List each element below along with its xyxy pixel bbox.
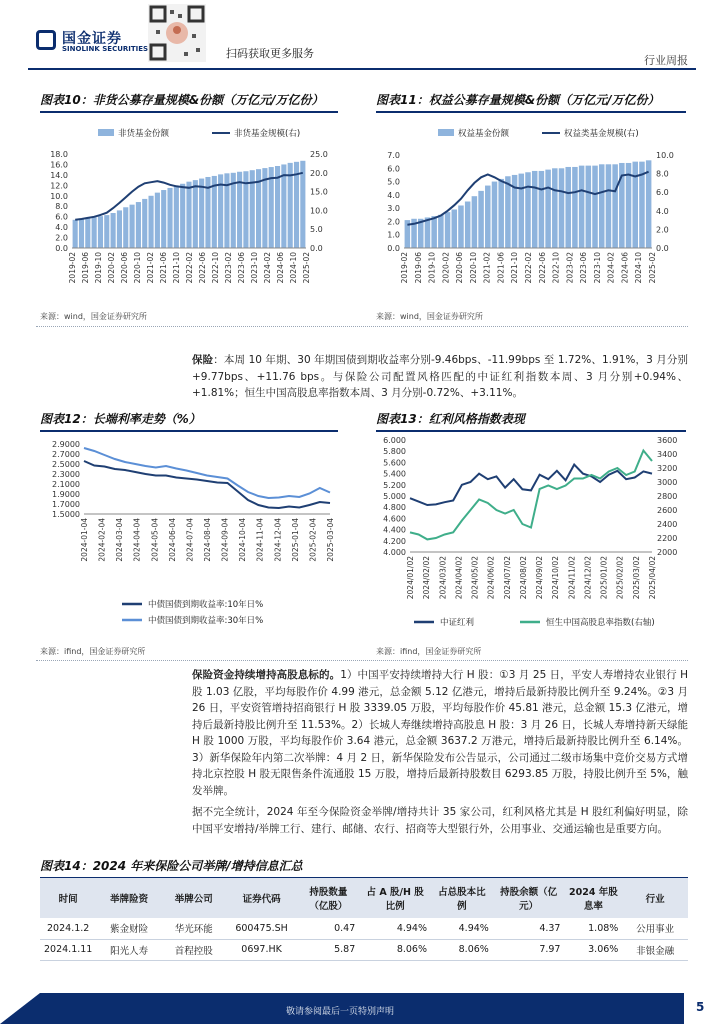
bar	[167, 188, 172, 248]
bar	[136, 202, 141, 248]
bar	[599, 164, 605, 248]
x-tick: 2025-02	[648, 252, 657, 284]
x-tick: 2023-02	[565, 252, 575, 284]
figure-10-source: 来源：wind，国金证券研究所	[40, 312, 147, 321]
x-tick: 2024/05/02	[470, 556, 480, 600]
x-tick: 2024/09/02	[535, 556, 545, 600]
y-tick-left: 2.1000	[52, 480, 80, 489]
y-tick-right: 2800	[657, 492, 678, 501]
summary-paragraph: 据不完全统计，2024 年至今保险资金举牌/增持共计 35 家公司，红利风格尤其是 H 股红利偏好明显，除中国平安增持/举牌工行、建行、邮储、农行、招商等大型银行外，公用事业、交通运输也是重要方向。	[192, 806, 688, 835]
x-tick: 2023-06	[237, 252, 246, 284]
bar	[142, 199, 147, 248]
legend-label: 非货基金份额	[118, 129, 170, 139]
bar	[186, 182, 191, 248]
table-cell: 首程控股	[162, 939, 226, 960]
y-tick-right: 2.0	[656, 225, 669, 235]
x-tick: 2025-02	[302, 252, 311, 284]
y-tick-left: 2.3000	[52, 470, 80, 479]
y-tick-left: 12.0	[50, 181, 68, 191]
table-row	[40, 939, 688, 960]
series-line	[84, 448, 330, 498]
figure-12-source: 来源：ifind，国金证券研究所	[40, 647, 146, 656]
legend-label: 恒生中国高股息率指数(右轴)	[546, 618, 655, 628]
table-header-cell: 占总股本比例	[431, 878, 493, 918]
legend-label: 非货基金规模(右)	[234, 129, 301, 139]
bar	[281, 164, 286, 248]
bar	[606, 164, 612, 248]
x-tick: 2024/04/02	[454, 556, 464, 600]
table-header-cell: 占 A 股/H 股比例	[359, 878, 431, 918]
section-divider	[36, 326, 688, 327]
x-tick: 2024/10/02	[551, 556, 561, 600]
y-tick-right: 3200	[657, 464, 678, 473]
y-tick-right: 4.0	[656, 206, 669, 216]
y-tick-left: 2.0	[55, 233, 68, 243]
x-tick: 2025/03/02	[631, 556, 641, 600]
bar	[532, 171, 538, 248]
bar	[425, 217, 431, 248]
bar	[472, 196, 478, 248]
y-tick-right: 3000	[657, 478, 678, 487]
bar	[519, 174, 525, 248]
table-cell: 华光环能	[162, 918, 226, 939]
legend-label: 中证红利	[440, 618, 475, 628]
y-tick-left: 4.600	[383, 514, 406, 524]
y-tick-left: 1.9000	[52, 490, 80, 499]
legend-label: 权益基金份额	[458, 129, 510, 139]
bar	[545, 170, 551, 248]
qr-caption: 扫码获取更多服务	[226, 47, 314, 60]
table-cell: 8.06%	[359, 939, 431, 960]
y-tick-right: 25.0	[310, 150, 328, 159]
table-header-row	[40, 878, 688, 918]
x-tick: 2024/08/02	[518, 556, 528, 600]
x-tick: 2024-10	[289, 252, 298, 284]
table-cell: 600475.SH	[226, 918, 298, 939]
x-tick: 2024/06/02	[486, 556, 496, 600]
y-tick-right: 2600	[657, 506, 678, 515]
x-tick: 2019-02	[400, 252, 409, 284]
x-tick: 2024-02-04	[97, 518, 107, 562]
table-header-cell: 行业	[622, 878, 688, 918]
x-tick: 2020-10	[133, 252, 142, 284]
y-tick-left: 4.200	[383, 536, 406, 546]
logo-subtext: SINOLINK SECURITIES	[62, 45, 149, 53]
bar	[155, 193, 160, 248]
bar	[498, 179, 504, 248]
x-tick: 2024-06	[620, 252, 630, 284]
bar	[525, 172, 531, 248]
y-tick-left: 4.400	[383, 525, 406, 535]
table-cell: 4.37	[493, 918, 565, 939]
y-tick-left: 4.000	[383, 548, 406, 557]
bar	[104, 215, 109, 248]
x-tick: 2023-10	[592, 252, 602, 284]
table-cell: 0.47	[298, 918, 360, 939]
y-tick-left: 0.0	[55, 244, 68, 253]
x-tick: 2023-02	[224, 252, 233, 284]
table-cell: 1.08%	[564, 918, 622, 939]
x-tick: 2024-01-04	[80, 518, 89, 562]
x-tick: 2021-06	[159, 252, 168, 284]
stake-paragraph	[192, 667, 688, 799]
bar	[431, 216, 437, 248]
x-tick: 2019-06	[81, 252, 90, 284]
x-tick: 2023-06	[579, 252, 589, 284]
header-divider	[28, 68, 696, 70]
figure-11-source: 来源：wind，国金证券研究所	[376, 312, 483, 321]
table-cell: 阳光人寿	[96, 939, 162, 960]
x-tick: 2024-10-04	[238, 518, 248, 562]
chart-fund-scale-equity	[372, 118, 688, 308]
x-tick: 2024-09-04	[220, 518, 230, 562]
qr-code-icon[interactable]	[148, 4, 206, 62]
table-header-cell: 举牌险资	[96, 878, 162, 918]
y-tick-left: 4.0	[55, 223, 68, 233]
x-tick: 2019-10	[427, 252, 437, 284]
y-tick-left: 5.800	[383, 447, 406, 457]
bar	[559, 168, 565, 248]
y-tick-right: 0.0	[310, 244, 323, 253]
bar	[592, 166, 598, 248]
x-tick: 2024-05-04	[150, 518, 160, 562]
x-tick: 2025/04/02	[648, 556, 657, 600]
y-tick-left: 5.0	[387, 177, 400, 187]
table-cell: 公用事业	[622, 918, 688, 939]
y-tick-left: 10.0	[50, 191, 68, 201]
bar	[492, 182, 498, 248]
y-tick-left: 2.7000	[52, 450, 80, 459]
bar	[111, 213, 116, 248]
x-tick: 2024-06	[276, 252, 285, 284]
bar	[565, 167, 571, 248]
table-cell: 2024.1.2	[40, 918, 96, 939]
x-tick: 2025-03-04	[326, 518, 335, 562]
x-tick: 2019-10	[94, 252, 103, 284]
x-tick: 2022-06	[537, 252, 547, 284]
bar	[161, 190, 166, 248]
table-cell: 7.97	[493, 939, 565, 960]
y-tick-right: 10.0	[656, 151, 674, 160]
bar	[485, 186, 491, 248]
y-tick-left: 0.0	[387, 244, 400, 253]
series-line	[410, 465, 652, 505]
y-tick-left: 1.5000	[52, 510, 80, 519]
series-line	[410, 451, 652, 540]
x-tick: 2024/07/02	[502, 556, 512, 600]
y-tick-left: 3.0	[387, 204, 400, 214]
y-tick-left: 14.0	[50, 170, 68, 180]
logo-text: 国金证券	[62, 31, 122, 47]
y-tick-right: 5.0	[310, 225, 323, 235]
stake-info-table	[40, 878, 688, 961]
y-tick-left: 1.7000	[52, 500, 80, 509]
x-tick: 2024/03/02	[438, 556, 448, 600]
bar	[586, 166, 592, 248]
bar	[458, 205, 464, 248]
x-tick: 2024-07-04	[185, 518, 195, 562]
y-tick-left: 5.600	[383, 458, 406, 468]
figure-11-title: 图表11：权益公募存量规模&份额（万亿元/万亿份）	[376, 91, 686, 113]
legend-label: 中债国债到期收益率:10年日%	[148, 600, 264, 610]
bar	[193, 180, 198, 248]
x-tick: 2022-10	[211, 252, 220, 284]
y-tick-left: 6.0	[387, 164, 400, 174]
table-cell: 5.87	[298, 939, 360, 960]
table-cell: 紫金财险	[96, 918, 162, 939]
x-tick: 2025/01/02	[599, 556, 609, 600]
y-tick-left: 2.0	[387, 217, 400, 227]
x-tick: 2021-10	[172, 252, 181, 284]
bar	[478, 191, 484, 248]
bar	[445, 212, 451, 248]
x-tick: 2024/12/02	[583, 556, 593, 600]
bar	[123, 207, 128, 248]
x-tick: 2024-10	[634, 252, 644, 284]
stake-text: 1）中国平安持续增持大行 H 股：①3 月 25 日，平安人寿增持农业银行 H 股 1.03 亿股，平均每股作价 4.99 港元，总金额 5.12 亿港元，增持后最新持股比例升至 9.24%。②3 月 26 日，平安资管增持招商银行 H 股 3339.05 万股，平均每股作价 45.81 港元，总金额 15.3 亿港元，增持后最新持股比例升至 11.53%。2）长城人寿继续增持高股息 H 股：3 月 26 日，长城人寿增持新天绿能 H 股 1000 万股，平均每股作价 3.64 港元，总金额 3637.2 万港元，增持后最新持股比例升至 6.14%。3）新华保险年内第二次举牌：4 月 2 日，新华保险发布公告显示，公司通过二级市场集中竞价交易方式增持北京控股 H 股无限售条件流通股 15 万股，增持后最新持股数目 6293.85 万股，持股比例升至 5%，触发举牌。	[192, 669, 689, 797]
table-header-cell: 举牌公司	[162, 878, 226, 918]
table-row	[40, 918, 688, 939]
document-type: 行业周报	[644, 54, 688, 67]
y-tick-right: 8.0	[656, 169, 669, 179]
x-tick: 2022-02	[524, 252, 533, 284]
x-tick: 2025/02/02	[615, 556, 625, 600]
y-tick-left: 6.000	[383, 436, 406, 445]
x-tick: 2022-02	[185, 252, 194, 284]
bar	[98, 216, 103, 248]
table-header-cell: 2024 年股息率	[564, 878, 622, 918]
y-tick-left: 18.0	[50, 150, 68, 159]
y-tick-left: 16.0	[50, 160, 68, 170]
x-tick: 2024-12-04	[273, 518, 283, 562]
x-tick: 2024/11/02	[567, 556, 577, 600]
x-tick: 2021-02	[482, 252, 492, 284]
y-tick-left: 2.5000	[52, 460, 80, 469]
chart-long-term-rates	[36, 434, 336, 634]
insurance-lead: 保险	[192, 354, 214, 366]
table-header-cell: 持股数量（亿股）	[298, 878, 360, 918]
bar	[438, 215, 444, 248]
footer-wedge	[0, 993, 40, 1024]
y-tick-right: 20.0	[310, 168, 328, 178]
x-tick: 2021-10	[510, 252, 520, 284]
y-tick-right: 2000	[657, 548, 678, 557]
legend-swatch-bars	[438, 129, 454, 136]
table-header-cell: 持股余额（亿元）	[493, 878, 565, 918]
x-tick: 2020-02	[107, 252, 116, 284]
table-title: 图表14：2024 年来保险公司举牌/增持信息汇总	[40, 857, 688, 879]
x-tick: 2024-04-04	[132, 518, 142, 562]
x-tick: 2020-06	[455, 252, 465, 284]
x-tick: 2024-02	[606, 252, 616, 284]
y-tick-right: 6.0	[656, 188, 669, 198]
table-cell: 2024.1.11	[40, 939, 96, 960]
bar	[612, 164, 618, 248]
x-tick: 2019-06	[413, 252, 423, 284]
y-tick-right: 3400	[657, 450, 678, 459]
y-tick-left: 8.0	[55, 202, 68, 212]
bar	[73, 220, 78, 248]
y-tick-right: 10.0	[310, 206, 328, 216]
legend-label: 权益类基金规模(右)	[564, 129, 639, 139]
bar	[85, 218, 90, 248]
x-tick: 2025-02-04	[308, 518, 318, 562]
x-tick: 2020-02	[441, 252, 451, 284]
bar	[117, 210, 122, 248]
insurance-paragraph	[192, 352, 688, 402]
bar	[505, 176, 511, 248]
legend-label: 中债国债到期收益率:30年日%	[148, 616, 264, 626]
x-tick: 2019-02	[68, 252, 77, 284]
y-tick-left: 5.000	[383, 492, 406, 501]
x-tick: 2024-02	[263, 252, 272, 284]
bar	[79, 219, 84, 248]
bar	[465, 202, 471, 249]
bar	[572, 167, 578, 248]
bar	[148, 196, 153, 248]
bar	[92, 217, 97, 248]
y-tick-right: 3600	[657, 436, 678, 445]
table-header-cell: 时间	[40, 878, 96, 918]
y-tick-left: 1.0	[387, 230, 400, 240]
x-tick: 2021-02	[146, 252, 155, 284]
figure-13-title: 图表13：红利风格指数表现	[376, 410, 686, 432]
y-tick-right: 2200	[657, 534, 678, 543]
x-tick: 2024-06-04	[167, 518, 177, 562]
chart-fund-scale-non-money	[36, 118, 336, 308]
y-tick-left: 5.200	[383, 480, 406, 490]
table-cell: 0697.HK	[226, 939, 298, 960]
y-tick-right: 0.0	[656, 244, 669, 253]
figure-13-source: 来源：ifind，国金证券研究所	[376, 647, 482, 656]
insurance-text: ：本周 10 年期、30 年期国债到期收益率分别-9.46bps、-11.99bps 至 1.72%、1.91%，3 月分别+9.77bps、+11.76 bps。与保险公司配置风格匹配的中证红利指数本周、3 月分别+0.94%、+1.81%；恒生中国高股息率指数本周、3 月分别-0.72%、+3.11%。	[192, 354, 688, 399]
x-tick: 2022-06	[198, 252, 207, 284]
table-cell: 3.06%	[564, 939, 622, 960]
y-tick-right: 2400	[657, 520, 678, 529]
bar	[199, 179, 204, 248]
x-tick: 2024/01/02	[406, 556, 415, 600]
x-tick: 2020-10	[468, 252, 478, 284]
figure-12-title: 图表12：长端利率走势（%）	[40, 410, 338, 432]
footer-disclaimer: 敬请参阅最后一页特别声明	[286, 1007, 395, 1017]
y-tick-left: 4.0	[387, 190, 400, 200]
bar	[539, 171, 545, 248]
y-tick-left: 4.800	[383, 503, 406, 513]
table-cell: 8.06%	[431, 939, 493, 960]
y-tick-left: 6.0	[55, 212, 68, 222]
bar	[174, 186, 179, 248]
legend-swatch-bars	[98, 129, 114, 136]
table-cell: 4.94%	[359, 918, 431, 939]
x-tick: 2024-11-04	[255, 518, 265, 562]
stake-lead: 保险资金持续增持高股息标的。	[192, 669, 341, 681]
y-tick-left: 5.400	[383, 469, 406, 479]
series-line	[84, 461, 330, 508]
x-tick: 2025-01-04	[290, 518, 300, 562]
x-tick: 2020-06	[120, 252, 129, 284]
bar	[579, 166, 585, 248]
y-tick-left: 7.0	[387, 151, 400, 160]
bar	[552, 168, 558, 248]
bar	[180, 184, 185, 248]
bar	[130, 205, 135, 248]
bar	[632, 162, 638, 248]
x-tick: 2024-03-04	[115, 518, 125, 562]
bar	[452, 209, 458, 248]
y-tick-right: 15.0	[310, 187, 328, 197]
chart-dividend-indices	[372, 434, 688, 634]
logo-mark-icon	[36, 30, 56, 50]
table-cell: 非银金融	[622, 939, 688, 960]
x-tick: 2024-08-04	[203, 518, 212, 562]
table-cell: 4.94%	[431, 918, 493, 939]
table-header-cell: 证券代码	[226, 878, 298, 918]
x-tick: 2021-06	[496, 252, 506, 284]
y-tick-left: 2.9000	[52, 440, 80, 449]
x-tick: 2022-10	[551, 252, 561, 284]
x-tick: 2024/02/02	[422, 556, 432, 600]
page-number: 5	[696, 1000, 705, 1014]
x-tick: 2023-10	[250, 252, 259, 284]
figure-10-title: 图表10：非货公募存量规模&份额（万亿元/万亿份）	[40, 91, 338, 113]
section-divider	[36, 660, 688, 661]
